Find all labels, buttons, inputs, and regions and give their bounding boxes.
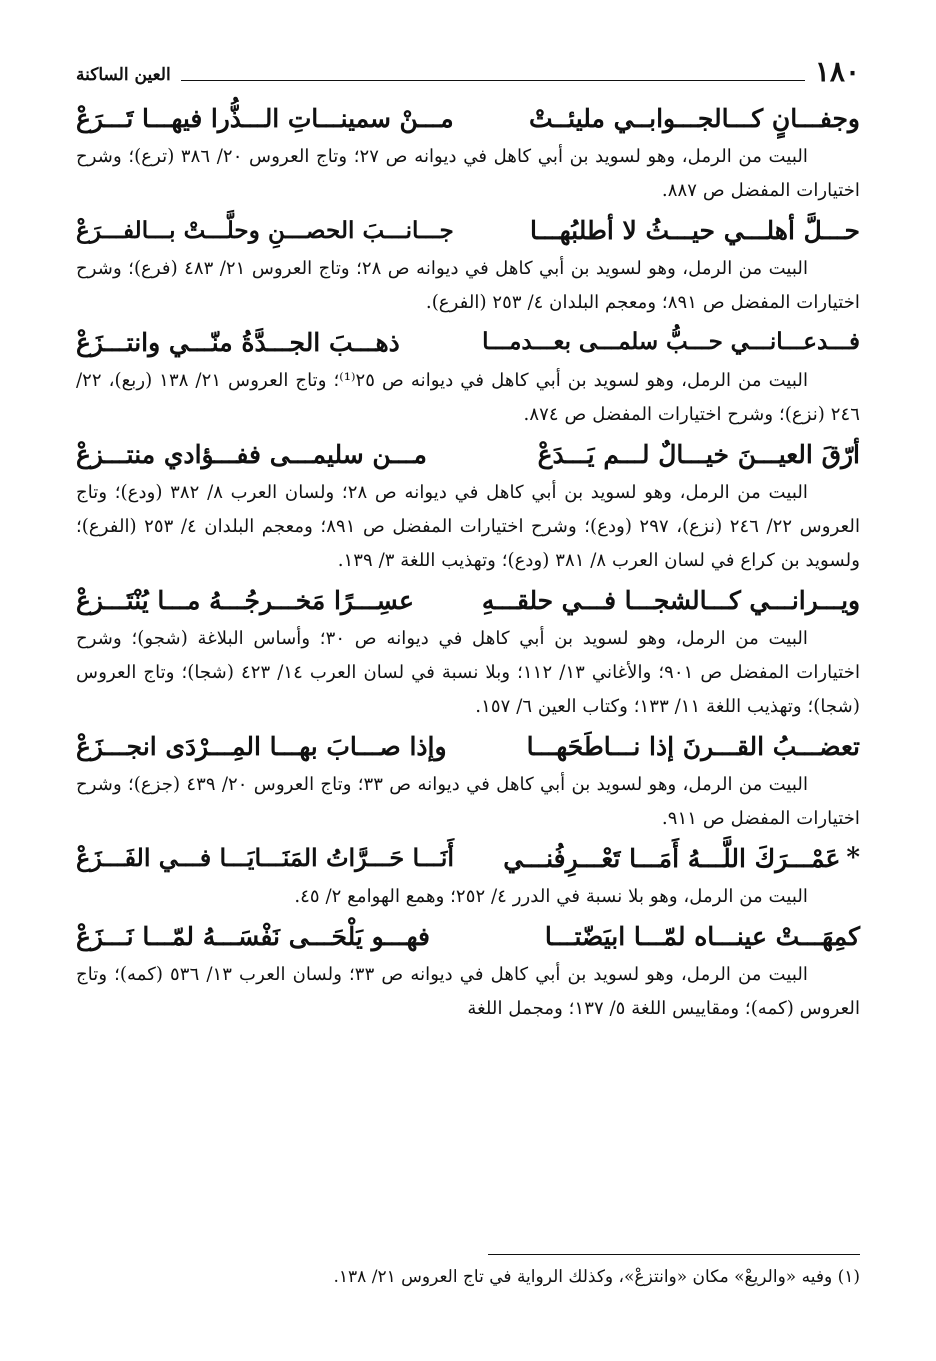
verse-commentary: البيت من الرمل، وهو بلا نسبة في الدرر ٤/ ٢٥٢؛ وهمع الهوامع ٢/ ٤٥. [294,886,808,907]
verse-sadr: وجفـــانٍ كـــالجـــوابــي مليئــتْ [528,103,860,133]
verse-commentary: البيت من الرمل، وهو لسويد بن أبي كاهل في ديوانه ص ٣٣؛ وتاج العروس ٢٠/ ٤٣٩ (جزع)؛ وشرح اختيارات المفضل ص ٩١١. [76,774,860,829]
verse-entry [76,320,860,432]
verse-sadr: عَمْـــرَكَ اللَّـــهُ أَمَـــا تَعْـــرِفُنـــي [503,843,841,873]
chapter-title: العين الساكنة [76,65,171,85]
verse-sadr: فـــدعـــانـــي حـــبُّ سلمـــى بعـــدمـــا [482,329,860,355]
asterisk-marker: * [846,843,860,873]
verse-commentary: البيت من الرمل، وهو لسويد بن أبي كاهل في ديوانه ص ٣٠؛ وأساس البلاغة (شجو)؛ وشرح اختيارات المفضل ص ٩٠١؛ والأغاني ١٣/ ١١٢؛ وبلا نسبة في لسان العرب ١٤/ ٤٢٣ (شجا)؛ وتاج العروس (شجا)؛ وتهذيب اللغة ١١/ ١٣٣؛ وكتاب العين ٦/ ١٥٧. [76,628,861,717]
verse-sadr: أرّقَ العيـــنَ خيـــالٌ لـــم يَـــدَعْ [537,439,860,469]
verse-sadr: ويـــرانـــي كـــالشجـــا فـــي حلقـــهِ [481,585,860,615]
verse-ajuz: جـــانـــبَ الحصـــنِ وحلَّـــتْ بـــالفـــرَعْ [76,216,454,244]
verse-sadr: كمِهَـــتْ عينـــاه لمّـــا ابيَضّتـــا [544,921,860,951]
verse-ajuz: وإذا صـــابَ بهـــا المِـــرْدَى انجـــزَعْ [76,731,447,761]
verse-ajuz: أَنَـــا حَـــرَّاتُ المَنَـــايَـــا فـــي الفَـــزَعْ [76,844,455,872]
verse-entry [76,724,860,836]
verse-entry [76,432,860,578]
verse-line [76,724,860,768]
verse-ajuz: مـــن سليمـــى ففـــؤادي منتـــزعْ [76,439,427,469]
verse-ajuz: ذهـــبَ الجـــدَّةُ منّـــي وانتـــزَعْ [76,327,400,357]
footnote-separator [488,1254,860,1255]
page-header [76,55,860,88]
verse-sadr-wrap [503,843,860,873]
verse-line [76,320,860,364]
verse-ajuz: عسِـــرًا مَخـــرجُـــهُ مـــا يُنْتَـــزعْ [76,585,414,615]
verse-line [76,836,860,880]
verse-commentary: البيت من الرمل، وهو لسويد بن أبي كاهل في ديوانه ص ٣٣؛ ولسان العرب ١٣/ ٥٣٦ (كمه)؛ وتاج العروس (كمه)؛ ومقاييس اللغة ٥/ ١٣٧؛ ومجمل اللغة [76,964,860,1019]
verse-commentary: البيت من الرمل، وهو لسويد بن أبي كاهل في ديوانه ص ٢٨؛ ولسان العرب ٨/ ٣٨٢ (ودع)؛ وتاج العروس ٢٢/ ٢٤٦ (نزع)، ٢٩٧ (ودع)؛ وشرح اختيارات المفضل ص ٨٩١؛ ومعجم البلدان ٤/ ٢٥٣ (الفرع)؛ ولسويد بن كراع في لسان العرب ٨/ ٣٨١ (ودع)؛ وتهذيب اللغة ٣/ ١٣٩. [76,482,860,571]
verse-commentary: البيت من الرمل، وهو لسويد بن أبي كاهل في ديوانه ص ٢٨؛ وتاج العروس ٢١/ ٤٨٣ (فرع)؛ وشرح اختيارات المفضل ص ٨٩١؛ ومعجم البلدان ٤/ ٢٥٣ (الفرع). [76,258,860,313]
verse-line [76,914,860,958]
verse-commentary: البيت من الرمل، وهو لسويد بن أبي كاهل في ديوانه ص ٢٧؛ وتاج العروس ٢٠/ ٣٨٦ (ترع)؛ وشرح اختيارات المفضل ص ٨٨٧. [76,146,860,201]
verse-commentary: البيت من الرمل، وهو لسويد بن أبي كاهل في ديوانه ص ٢٥⁽¹⁾؛ وتاج العروس ٢١/ ١٣٨ (ربع)، ٢٢/ ٢٤٦ (نزع)؛ وشرح اختيارات المفضل ص ٨٧٤. [76,370,860,425]
verse-entry [76,836,860,914]
verse-entry [76,96,860,208]
verse-line [76,96,860,140]
header-rule [181,80,805,81]
verse-line [76,208,860,252]
verse-ajuz: فهـــو يَلْحَـــى نَفْسَـــهُ لمّـــا نَـــزَعْ [76,921,430,951]
footnote: (١) وفيه «والريعْ» مكان «وانتزعْ»، وكذلك الرواية في تاج العروس ٢١/ ١٣٨. [333,1267,860,1287]
verse-sadr: حـــلَّ أهلـــي حيـــثُ لا أطلبُهـــا [530,215,860,245]
verse-line [76,578,860,622]
verse-line [76,432,860,476]
verse-entry [76,208,860,320]
verse-sadr: تعضـــبُ القـــرنَ إذا نـــاطَحَهـــا [526,731,860,761]
verse-entry [76,578,860,724]
verse-ajuz: مـــنْ سمينـــاتِ الـــذُّرا فيهـــا تَـــرَعْ [76,103,454,133]
page-number: ١٨٠ [814,55,860,88]
verse-entry [76,914,860,1026]
